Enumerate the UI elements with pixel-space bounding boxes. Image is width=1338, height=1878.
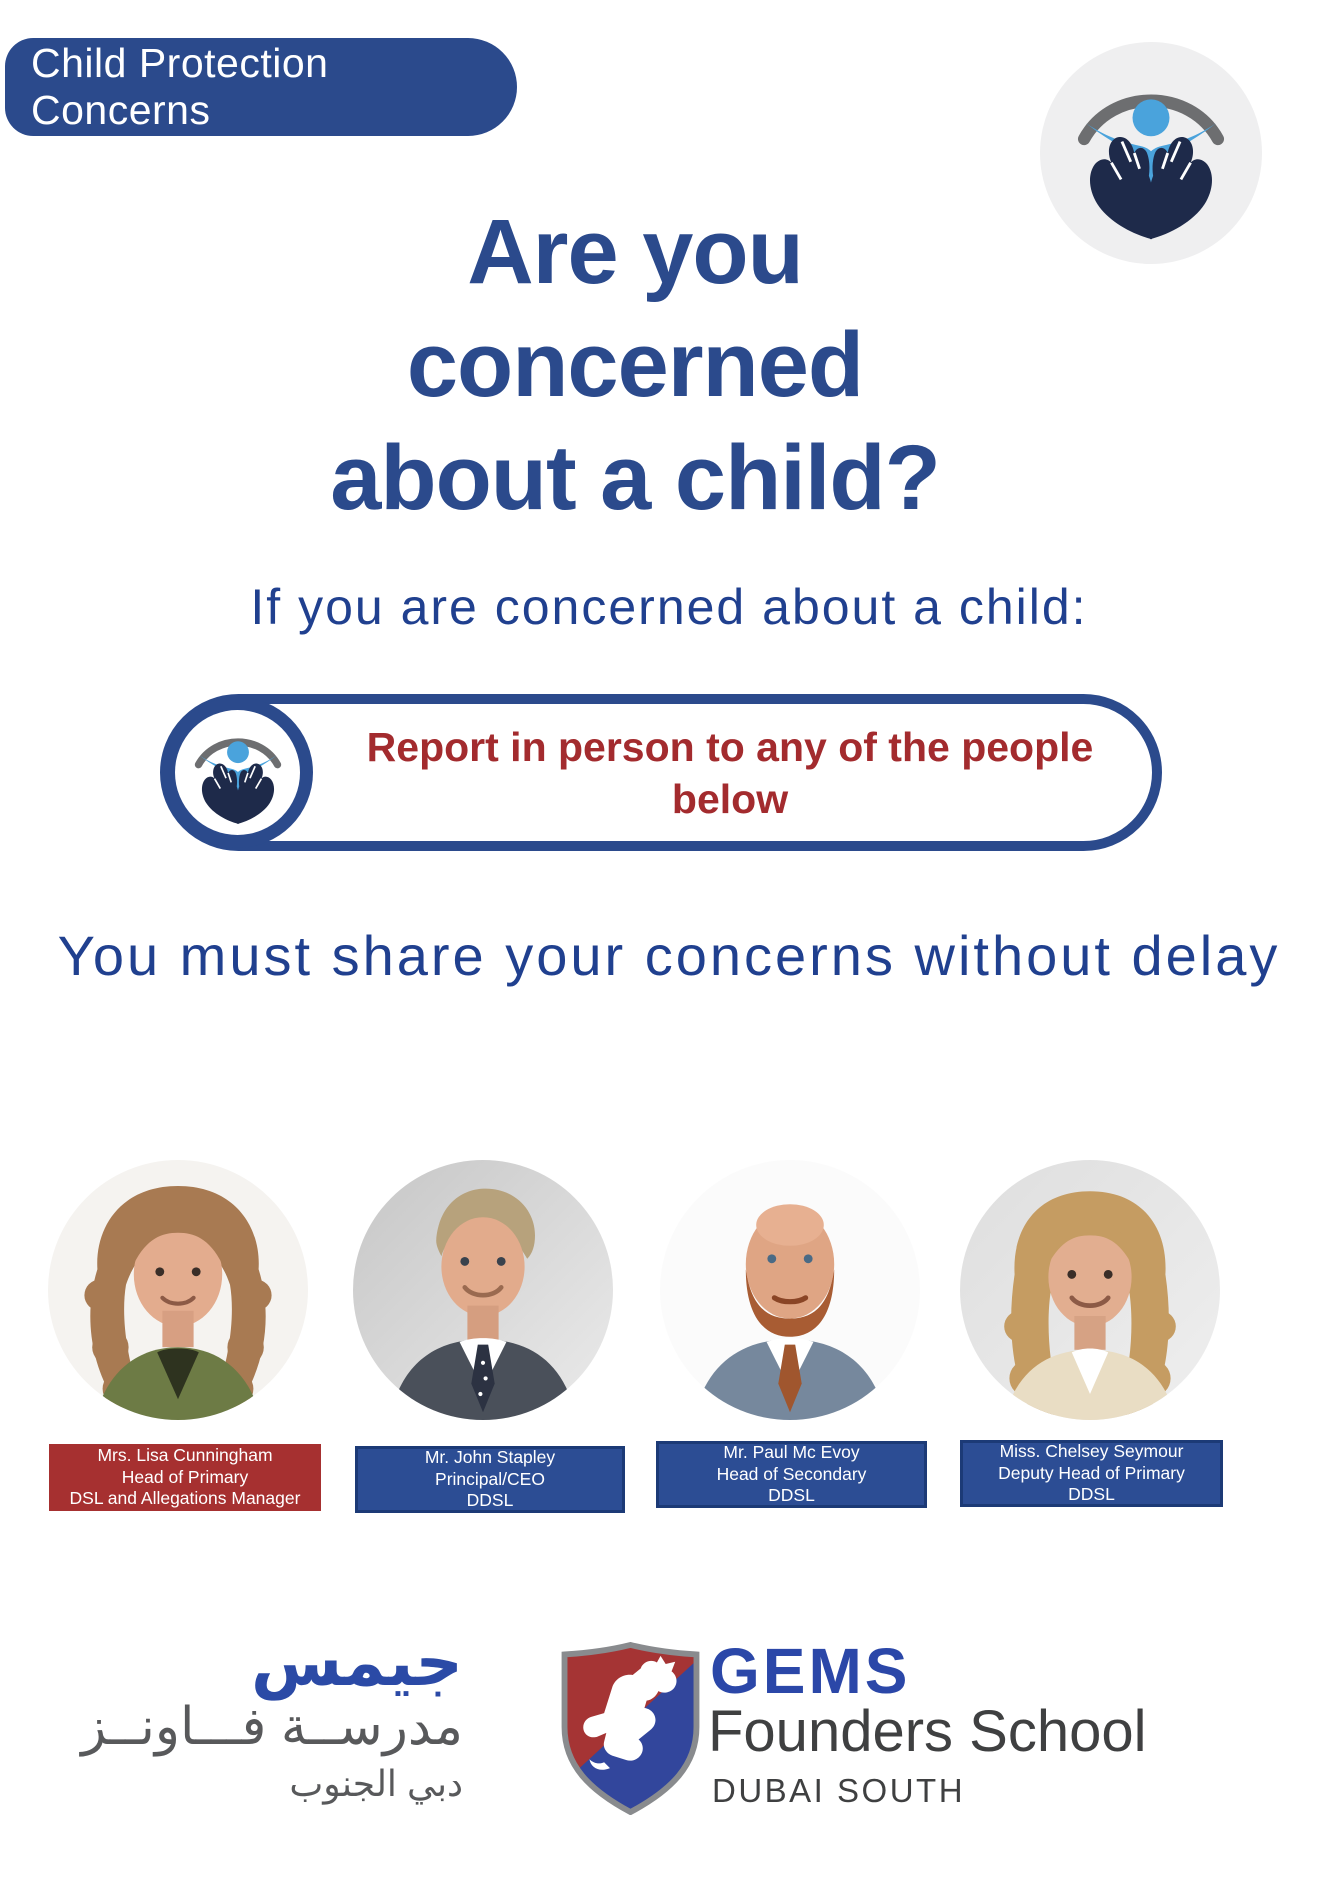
photo-lisa-cunningham xyxy=(48,1160,308,1420)
header-banner xyxy=(5,38,517,136)
man-suit-avatar xyxy=(353,1160,613,1420)
person-role: Head of Primary xyxy=(121,1466,249,1487)
subtitle: If you are concerned about a child: xyxy=(250,579,1088,635)
photo-john-stapley xyxy=(353,1160,613,1420)
person-designation: DSL and Allegations Manager xyxy=(69,1488,301,1509)
photo-paul-mc-evoy xyxy=(660,1160,920,1420)
arabic-brand-text: جيمس xyxy=(250,1625,463,1699)
person-role: Principal/CEO xyxy=(435,1468,545,1489)
person-label-john-stapley xyxy=(355,1446,625,1513)
headline xyxy=(0,196,1270,535)
person-designation: DDSL xyxy=(768,1485,815,1506)
share-concerns-line: You must share your concerns without delay xyxy=(57,924,1281,987)
hands-child-icon xyxy=(186,721,290,825)
person-role: Deputy Head of Primary xyxy=(998,1462,1185,1483)
bald-man-beard-avatar xyxy=(660,1160,920,1420)
school-name: Founders School xyxy=(708,1699,1147,1764)
report-line-2: below xyxy=(671,775,789,822)
person-role: Head of Secondary xyxy=(716,1463,867,1484)
person-name: Mr. John Stapley xyxy=(424,1447,556,1468)
person-name: Mr. Paul Mc Evoy xyxy=(723,1442,860,1463)
report-line-1: Report in person to any of the people xyxy=(366,723,1094,770)
school-location: DUBAI SOUTH xyxy=(712,1772,966,1809)
photo-chelsey-seymour xyxy=(960,1160,1220,1420)
banner-title: Child Protection Concerns xyxy=(31,40,329,133)
gems-shield-icon xyxy=(557,1642,704,1815)
pill-logo-badge xyxy=(162,697,313,848)
person-name: Miss. Chelsey Seymour xyxy=(999,1441,1184,1462)
arabic-school-text: مدرســة فـــاونــز xyxy=(81,1698,463,1756)
woman-curly-hair-avatar xyxy=(48,1160,308,1420)
person-designation: DDSL xyxy=(1068,1484,1115,1505)
report-pill xyxy=(160,694,1162,851)
woman-wavy-hair-avatar xyxy=(960,1160,1220,1420)
report-instruction xyxy=(320,704,1140,841)
person-label-lisa-cunningham xyxy=(49,1444,321,1511)
headline-line-3: about a child? xyxy=(330,427,940,529)
headline-line-2: concerned xyxy=(406,314,864,416)
person-label-chelsey-seymour xyxy=(960,1440,1223,1507)
person-designation: DDSL xyxy=(466,1490,514,1511)
school-logo-arabic xyxy=(58,1625,463,1810)
person-label-paul-mc-evoy xyxy=(656,1441,927,1508)
person-name: Mrs. Lisa Cunningham xyxy=(97,1445,273,1466)
headline-line-1: Are you xyxy=(467,201,803,303)
gems-wordmark: GEMS xyxy=(710,1635,911,1707)
arabic-location-text: دبي الجنوب xyxy=(289,1763,463,1804)
